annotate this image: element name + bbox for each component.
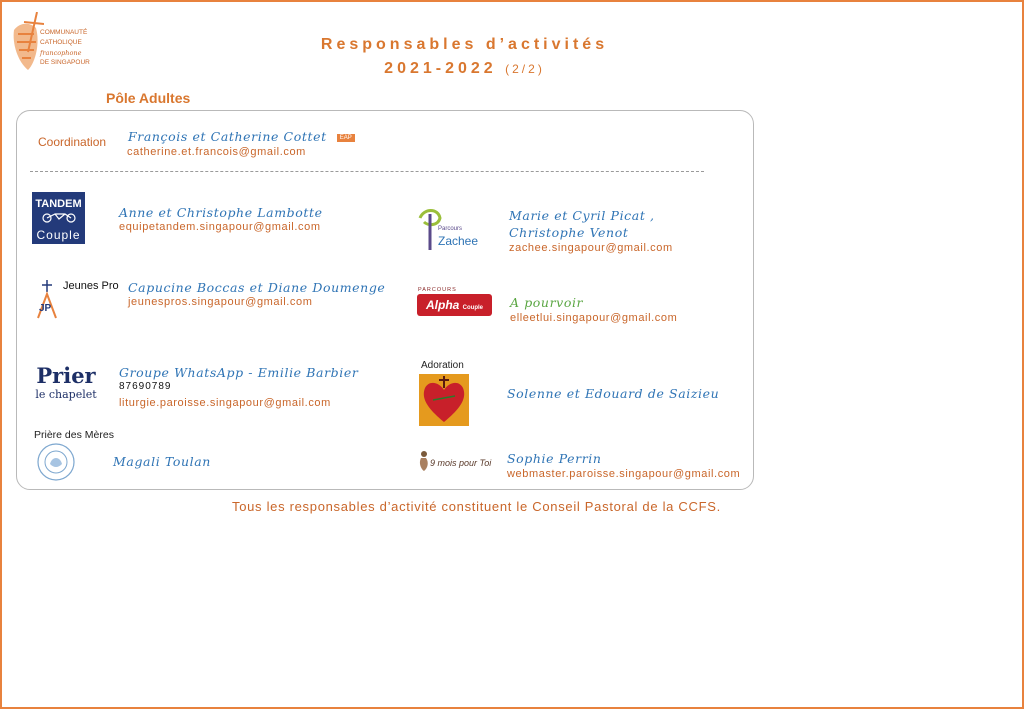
tandem-bike-icon [39,211,79,223]
tandem-email[interactable]: equipetandem.singapour@gmail.com [119,221,321,233]
prier-logo [34,364,98,401]
adoration-name: Solenne et Edouard de Saizieu [507,386,720,401]
prier-name: Groupe WhatsApp - Emilie Barbier [119,365,359,380]
prier-email[interactable]: liturgie.paroisse.singapour@gmail.com [119,397,331,409]
footer-note: Tous les responsables d’activité constituent le Conseil Pastoral de la CCFS. [232,499,721,514]
logo-line-3: francophone [40,49,82,57]
neufmois-icon [418,450,430,472]
jeunespro-logo-text: Jeunes Pro [63,280,119,292]
coordination-label: Coordination [38,135,107,149]
prier-logo-line1: Prier [36,363,96,388]
jeunespro-email[interactable]: jeunespros.singapour@gmail.com [128,296,313,308]
eap-badge: EAP [337,134,355,142]
tandem-logo-line1: TANDEM [35,198,82,210]
jeunespro-icon [32,278,62,322]
tandem-name: Anne et Christophe Lambotte [119,205,323,220]
alpha-logo-small: PARCOURS [418,287,457,293]
year-label: 2021-2022 [384,60,497,77]
pole-heading: Pôle Adultes [106,90,191,106]
alpha-logo-text: Alpha [425,298,460,312]
neufmois-name: Sophie Perrin [507,451,602,466]
jeunespro-initials: JP [39,303,52,314]
zachee-logo-text: Zachee [438,234,479,248]
alpha-email[interactable]: elleetlui.singapour@gmail.com [510,312,678,324]
jeunespro-logo [32,278,122,322]
sacred-heart-icon [419,374,469,426]
meres-seal-icon [36,442,76,482]
coordination-email[interactable]: catherine.et.francois@gmail.com [127,146,306,158]
page-title: Responsables d’activités [320,36,609,53]
coordination-name [128,129,355,144]
alpha-logo-sub: Couple [462,305,484,311]
prier-phone: 87690789 [119,381,172,392]
divider [30,171,704,172]
zachee-logo [416,206,479,256]
neufmois-logo [418,450,498,474]
meres-label: Prière des Mères [34,429,114,441]
zachee-email[interactable]: zachee.singapour@gmail.com [509,242,673,254]
meres-name: Magali Toulan [113,454,211,469]
alpha-name: A pourvoir [510,295,584,310]
page-number: (2/2) [505,62,545,76]
prier-logo-line2: le chapelet [35,388,97,401]
coordination-name-text: François et Catherine Cottet [128,129,327,144]
page-subtitle [2,60,927,78]
tandem-logo-line2: Couple [36,228,81,242]
alpha-logo [417,294,492,316]
tandem-logo [32,192,85,244]
zachee-name-1: Marie et Cyril Picat , [509,208,655,223]
activities-panel [16,110,754,490]
logo-line-4: DE SINGAPOUR [40,59,90,66]
logo-line-1: COMMUNAUTÉ [40,29,88,36]
zachee-logo-small: Parcours [438,226,463,232]
jeunespro-name: Capucine Boccas et Diane Doumenge [128,280,386,295]
neufmois-email[interactable]: webmaster.paroisse.singapour@gmail.com [507,468,741,480]
neufmois-logo-text: 9 mois pour Toi [430,458,492,468]
adoration-label: Adoration [421,360,464,371]
zachee-name-2: Christophe Venot [509,225,629,240]
logo-line-2: CATHOLIQUE [40,39,82,46]
